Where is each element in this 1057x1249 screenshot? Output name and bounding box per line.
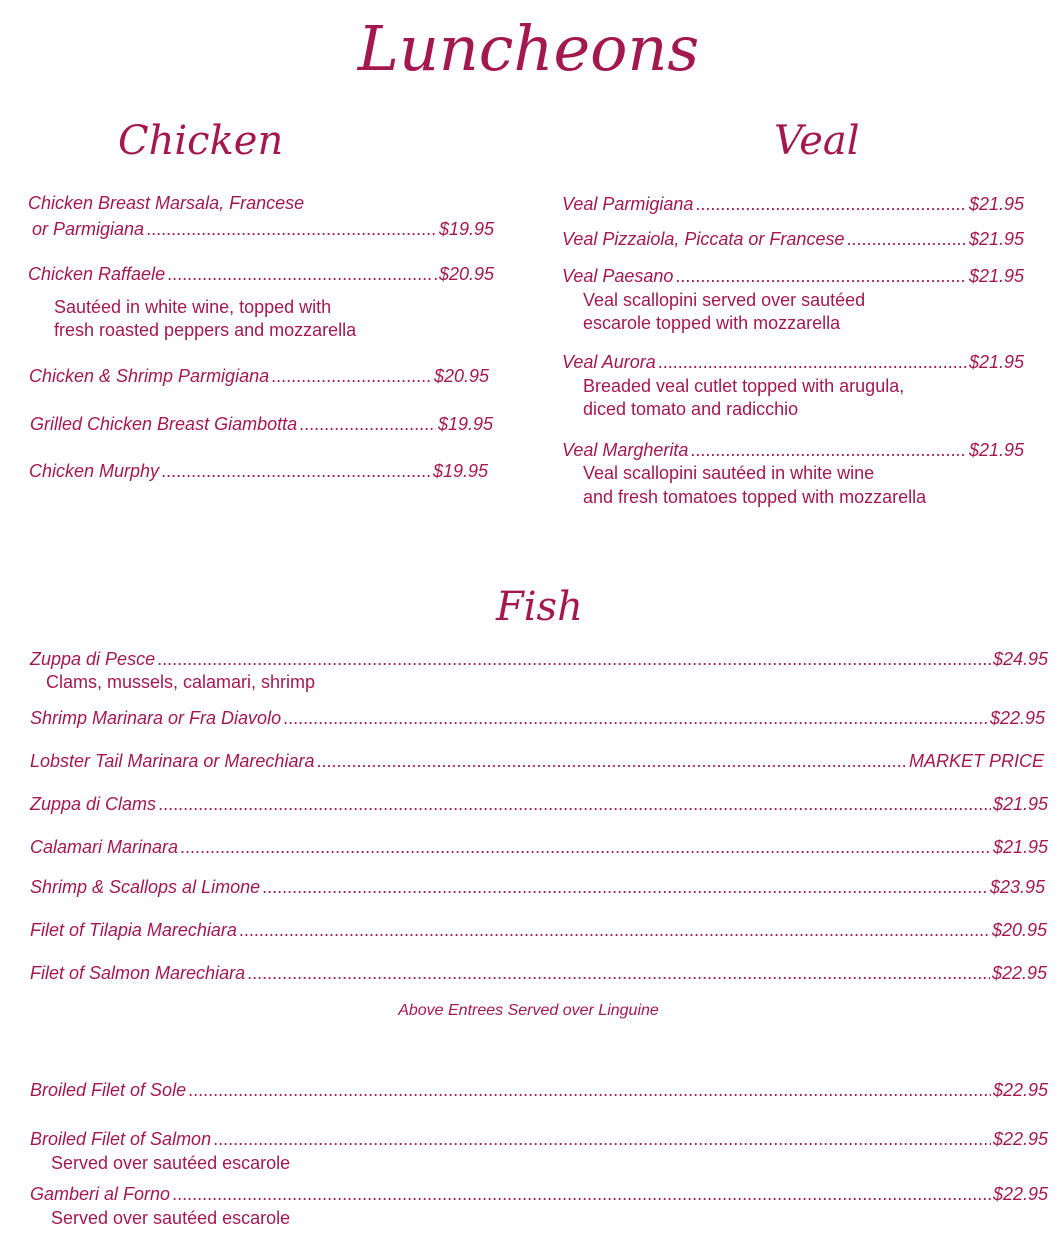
item-price: $21.95 xyxy=(992,794,1048,814)
item-name: Shrimp & Scallops al Limone xyxy=(30,877,261,897)
item-name: or Parmigiana xyxy=(32,219,145,239)
fish-item-10-desc: Served over sautéed escarole xyxy=(51,1153,291,1173)
dot-leader xyxy=(167,263,432,285)
dot-leader xyxy=(271,365,432,387)
item-name: Zuppa di Clams xyxy=(30,794,157,814)
dot-leader xyxy=(695,193,967,215)
item-name: Veal Parmigiana xyxy=(562,194,694,214)
fish-item-3 xyxy=(30,750,1044,772)
item-price: .$20.95 xyxy=(433,264,494,284)
item-name: Lobster Tail Marinara or Marechiara xyxy=(30,751,315,771)
chicken-item-1-line1: Chicken Breast Marsala, Francese xyxy=(28,193,305,213)
item-name: Calamari Marinara xyxy=(30,837,179,857)
fish-item-1-desc: Clams, mussels, calamari, shrimp xyxy=(46,672,316,692)
item-name: Broiled Filet of Sole xyxy=(30,1080,187,1100)
fish-item-10 xyxy=(30,1128,1048,1150)
veal-item-5 xyxy=(562,439,1024,461)
dot-leader xyxy=(146,218,437,240)
veal-item-2 xyxy=(562,228,1024,250)
dot-leader xyxy=(161,460,431,482)
fish-item-6 xyxy=(30,876,1045,898)
item-price: $23.95 xyxy=(989,877,1045,897)
item-name: Filet of Tilapia Marechiara xyxy=(30,920,237,940)
item-name: Veal Margherita xyxy=(562,440,689,460)
dot-leader xyxy=(157,648,991,670)
item-price: $22.95 xyxy=(991,963,1047,983)
item-name: Filet of Salmon Marechiara xyxy=(30,963,246,983)
veal-heading: Veal xyxy=(774,118,860,164)
item-name: Zuppa di Pesce xyxy=(30,649,156,669)
dot-leader xyxy=(675,265,967,287)
chicken-item-2 xyxy=(28,263,494,285)
fish-item-5 xyxy=(30,836,1048,858)
item-name: Veal Paesano xyxy=(562,266,674,286)
dot-leader xyxy=(283,707,988,729)
fish-item-11-desc: Served over sautéed escarole xyxy=(51,1208,291,1228)
fish-heading: Fish xyxy=(496,584,583,630)
item-name: Chicken Murphy xyxy=(29,461,160,481)
fish-item-11 xyxy=(30,1183,1048,1205)
chicken-item-1 xyxy=(32,218,494,240)
item-price: $21.95 xyxy=(992,837,1048,857)
dot-leader xyxy=(172,1183,991,1205)
fish-item-2 xyxy=(30,707,1045,729)
dot-leader xyxy=(299,413,436,435)
item-price: $19.95 xyxy=(432,461,488,481)
chicken-item-4 xyxy=(30,413,493,435)
veal-item-5-desc1: Veal scallopini sautéed in white wine xyxy=(583,463,875,483)
dot-leader xyxy=(213,1128,991,1150)
dot-leader xyxy=(262,876,988,898)
dot-leader xyxy=(690,439,967,461)
dot-leader xyxy=(316,750,907,772)
veal-item-1 xyxy=(562,193,1024,215)
fish-item-7 xyxy=(30,919,1047,941)
veal-item-3-desc1: Veal scallopini served over sautéed xyxy=(583,290,866,310)
item-name: Gamberi al Forno xyxy=(30,1184,171,1204)
item-price: $20.95 xyxy=(433,366,489,386)
item-price: $22.95 xyxy=(992,1080,1048,1100)
veal-item-3 xyxy=(562,265,1024,287)
item-name: Chicken Raffaele xyxy=(28,264,166,284)
chicken-item-2-desc2: fresh roasted peppers and mozzarella xyxy=(54,320,357,340)
fish-item-9 xyxy=(30,1079,1048,1101)
item-name: Shrimp Marinara or Fra Diavolo xyxy=(30,708,282,728)
dot-leader xyxy=(188,1079,991,1101)
item-price: $22.95 xyxy=(992,1184,1048,1204)
chicken-item-3 xyxy=(29,365,489,387)
item-price: $21.95 xyxy=(968,266,1024,286)
item-price: $21.95 xyxy=(968,194,1024,214)
fish-item-4 xyxy=(30,793,1048,815)
item-name: Veal Pizzaiola, Piccata or Francese xyxy=(562,229,845,249)
item-price: $24.95 xyxy=(992,649,1048,669)
fish-item-1 xyxy=(30,648,1048,670)
item-name: Veal Aurora xyxy=(562,352,656,372)
item-name: Broiled Filet of Salmon xyxy=(30,1129,212,1149)
item-price: MARKET PRICE xyxy=(908,751,1044,771)
chicken-item-5 xyxy=(29,460,488,482)
veal-item-4 xyxy=(562,351,1024,373)
fish-item-8 xyxy=(30,962,1047,984)
item-price: $21.95 xyxy=(968,352,1024,372)
chicken-heading: Chicken xyxy=(118,118,284,164)
item-price: $19.95 xyxy=(438,219,494,239)
item-price: $21.95 xyxy=(968,229,1024,249)
item-name: Grilled Chicken Breast Giambotta xyxy=(30,414,298,434)
veal-item-4-desc2: diced tomato and radicchio xyxy=(583,399,799,419)
dot-leader xyxy=(658,351,967,373)
item-price: $21.95 xyxy=(968,440,1024,460)
linguine-note: Above Entrees Served over Linguine xyxy=(398,1002,659,1019)
item-price: $22.95 xyxy=(992,1129,1048,1149)
item-price: $20.95 xyxy=(991,920,1047,940)
item-name: Chicken & Shrimp Parmigiana xyxy=(29,366,270,386)
item-price: $22.95 xyxy=(989,708,1045,728)
item-price: $19.95 xyxy=(437,414,493,434)
veal-item-3-desc2: escarole topped with mozzarella xyxy=(583,313,841,333)
dot-leader xyxy=(158,793,991,815)
dot-leader xyxy=(180,836,991,858)
page-title: Luncheons xyxy=(357,12,700,85)
chicken-item-2-desc1: Sautéed in white wine, topped with xyxy=(54,297,332,317)
dot-leader xyxy=(846,228,966,250)
veal-item-5-desc2: and fresh tomatoes topped with mozzarella xyxy=(583,487,927,507)
dot-leader xyxy=(239,919,990,941)
dot-leader xyxy=(247,962,990,984)
veal-item-4-desc1: Breaded veal cutlet topped with arugula, xyxy=(583,376,905,396)
